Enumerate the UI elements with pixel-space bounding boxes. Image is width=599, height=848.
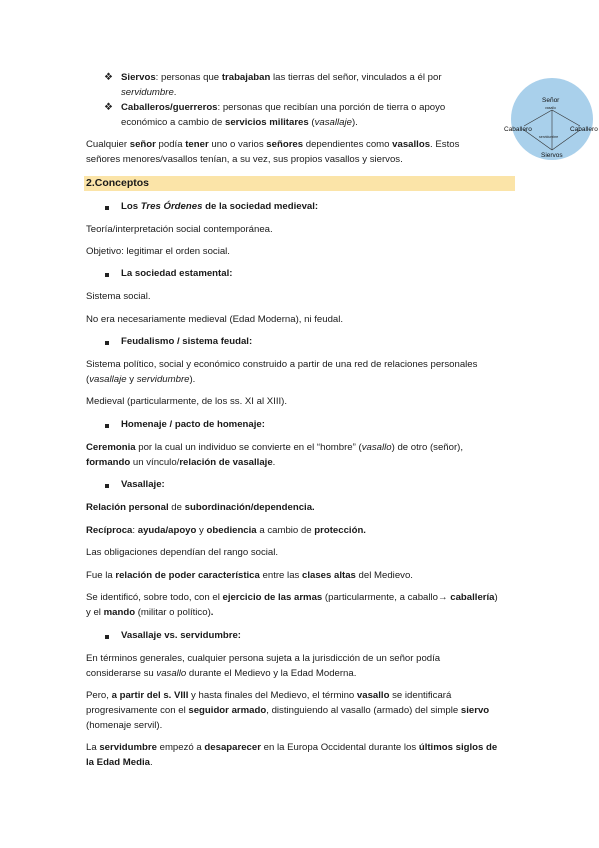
diagram-label-bottom: Siervos: [541, 152, 563, 159]
diagram-label-top-sub: vasallo: [545, 106, 556, 110]
list-item-caballeros-cont: económico a cambio de servicios militares (vasallaje).: [121, 117, 358, 128]
text-vasallaje-4: Fue la relación de poder característica entre las clases altas del Medievo.: [86, 570, 413, 581]
square-bullet-icon: [105, 273, 109, 277]
concept-estamental: La sociedad estamental:: [121, 268, 233, 279]
diagram-label-right: Caballero: [570, 126, 598, 133]
text-vs-2: considerarse su vasallo durante el Medievo y la Edad Moderna.: [86, 668, 357, 679]
diagram-label-center: servidumbre: [539, 135, 559, 139]
text-vasallaje-1: Relación personal de subordinación/dependencia.: [86, 502, 315, 513]
intro-line-2: señores menores/vasallos tenían, a su vez, sus propios vasallos y siervos.: [86, 154, 403, 165]
concept-tres-ordenes: Los Tres Órdenes de la sociedad medieval:: [121, 201, 319, 212]
concept-homenaje: Homenaje / pacto de homenaje:: [121, 419, 265, 430]
text-vs-7: la Edad Media.: [86, 757, 153, 768]
text-vs-1: En términos generales, cualquier persona sujeta a la jurisdicción de un señor podía: [86, 653, 441, 664]
square-bullet-icon: [105, 206, 109, 210]
text-vasallaje-6: y el mando (militar o político).: [86, 607, 214, 618]
diagram-label-left: Caballero: [504, 126, 532, 133]
text-homenaje-1: Ceremonia por la cual un individuo se convierte en el “hombre” (vasallo) de otro (señor),: [86, 442, 464, 453]
square-bullet-icon: [105, 424, 109, 428]
text-vasallaje-2: Recíproca: ayuda/apoyo y obediencia a cambio de protección.: [86, 525, 366, 536]
diamond-bullet-icon: ❖: [104, 72, 113, 83]
list-item-siervos-cont: servidumbre.: [121, 87, 177, 98]
text-sistema-social: Sistema social.: [86, 291, 151, 302]
text-medieval: Medieval (particularmente, de los ss. XI al XIII).: [86, 396, 288, 407]
section-title: 2.Conceptos: [86, 177, 150, 189]
concept-feudalismo: Feudalismo / sistema feudal:: [121, 336, 253, 347]
square-bullet-icon: [105, 635, 109, 639]
text-feudalismo-1: Sistema político, social y económico construido a partir de una red de relaciones personales: [86, 359, 478, 370]
list-item-siervos: Siervos: personas que trabajaban las tierras del señor, vinculados a él por: [121, 72, 442, 83]
text-no-medieval: No era necesariamente medieval (Edad Moderna), ni feudal.: [86, 314, 344, 325]
text-homenaje-2: formando un vínculo/relación de vasallaje.: [86, 457, 276, 468]
list-item-caballeros: Caballeros/guerreros: personas que recibían una porción de tierra o apoyo: [121, 102, 446, 113]
feudal-diagram: [502, 78, 599, 168]
text-vs-3: Pero, a partir del s. VIII y hasta finales del Medievo, el término vasallo se identificará: [86, 690, 452, 701]
text-vasallaje-5: Se identificó, sobre todo, con el ejercicio de las armas (particularmente, a caballo→ caballería): [86, 592, 498, 603]
text-vs-6: La servidumbre empezó a desaparecer en la Europa Occidental durante los últimos siglos de: [86, 742, 498, 753]
diamond-bullet-icon: ❖: [104, 102, 113, 113]
square-bullet-icon: [105, 341, 109, 345]
text-vs-4: progresivamente con el seguidor armado, distinguiendo al vasallo (armado) del simple siervo: [86, 705, 490, 716]
text-objetivo: Objetivo: legitimar el orden social.: [86, 246, 230, 257]
concept-vasallaje: Vasallaje:: [121, 479, 165, 490]
text-teoria: Teoría/interpretación social contemporánea.: [86, 224, 273, 235]
intro-line-1: Cualquier señor podía tener uno o varios señores dependientes como vasallos. Estos: [86, 139, 460, 150]
text-vs-5: (homenaje servil).: [86, 720, 163, 731]
square-bullet-icon: [105, 484, 109, 488]
concept-vs: Vasallaje vs. servidumbre:: [121, 630, 241, 641]
text-feudalismo-2: (vasallaje y servidumbre).: [86, 374, 196, 385]
text-vasallaje-3: Las obligaciones dependían del rango social.: [86, 547, 279, 558]
diagram-label-top: Señor: [542, 97, 560, 104]
